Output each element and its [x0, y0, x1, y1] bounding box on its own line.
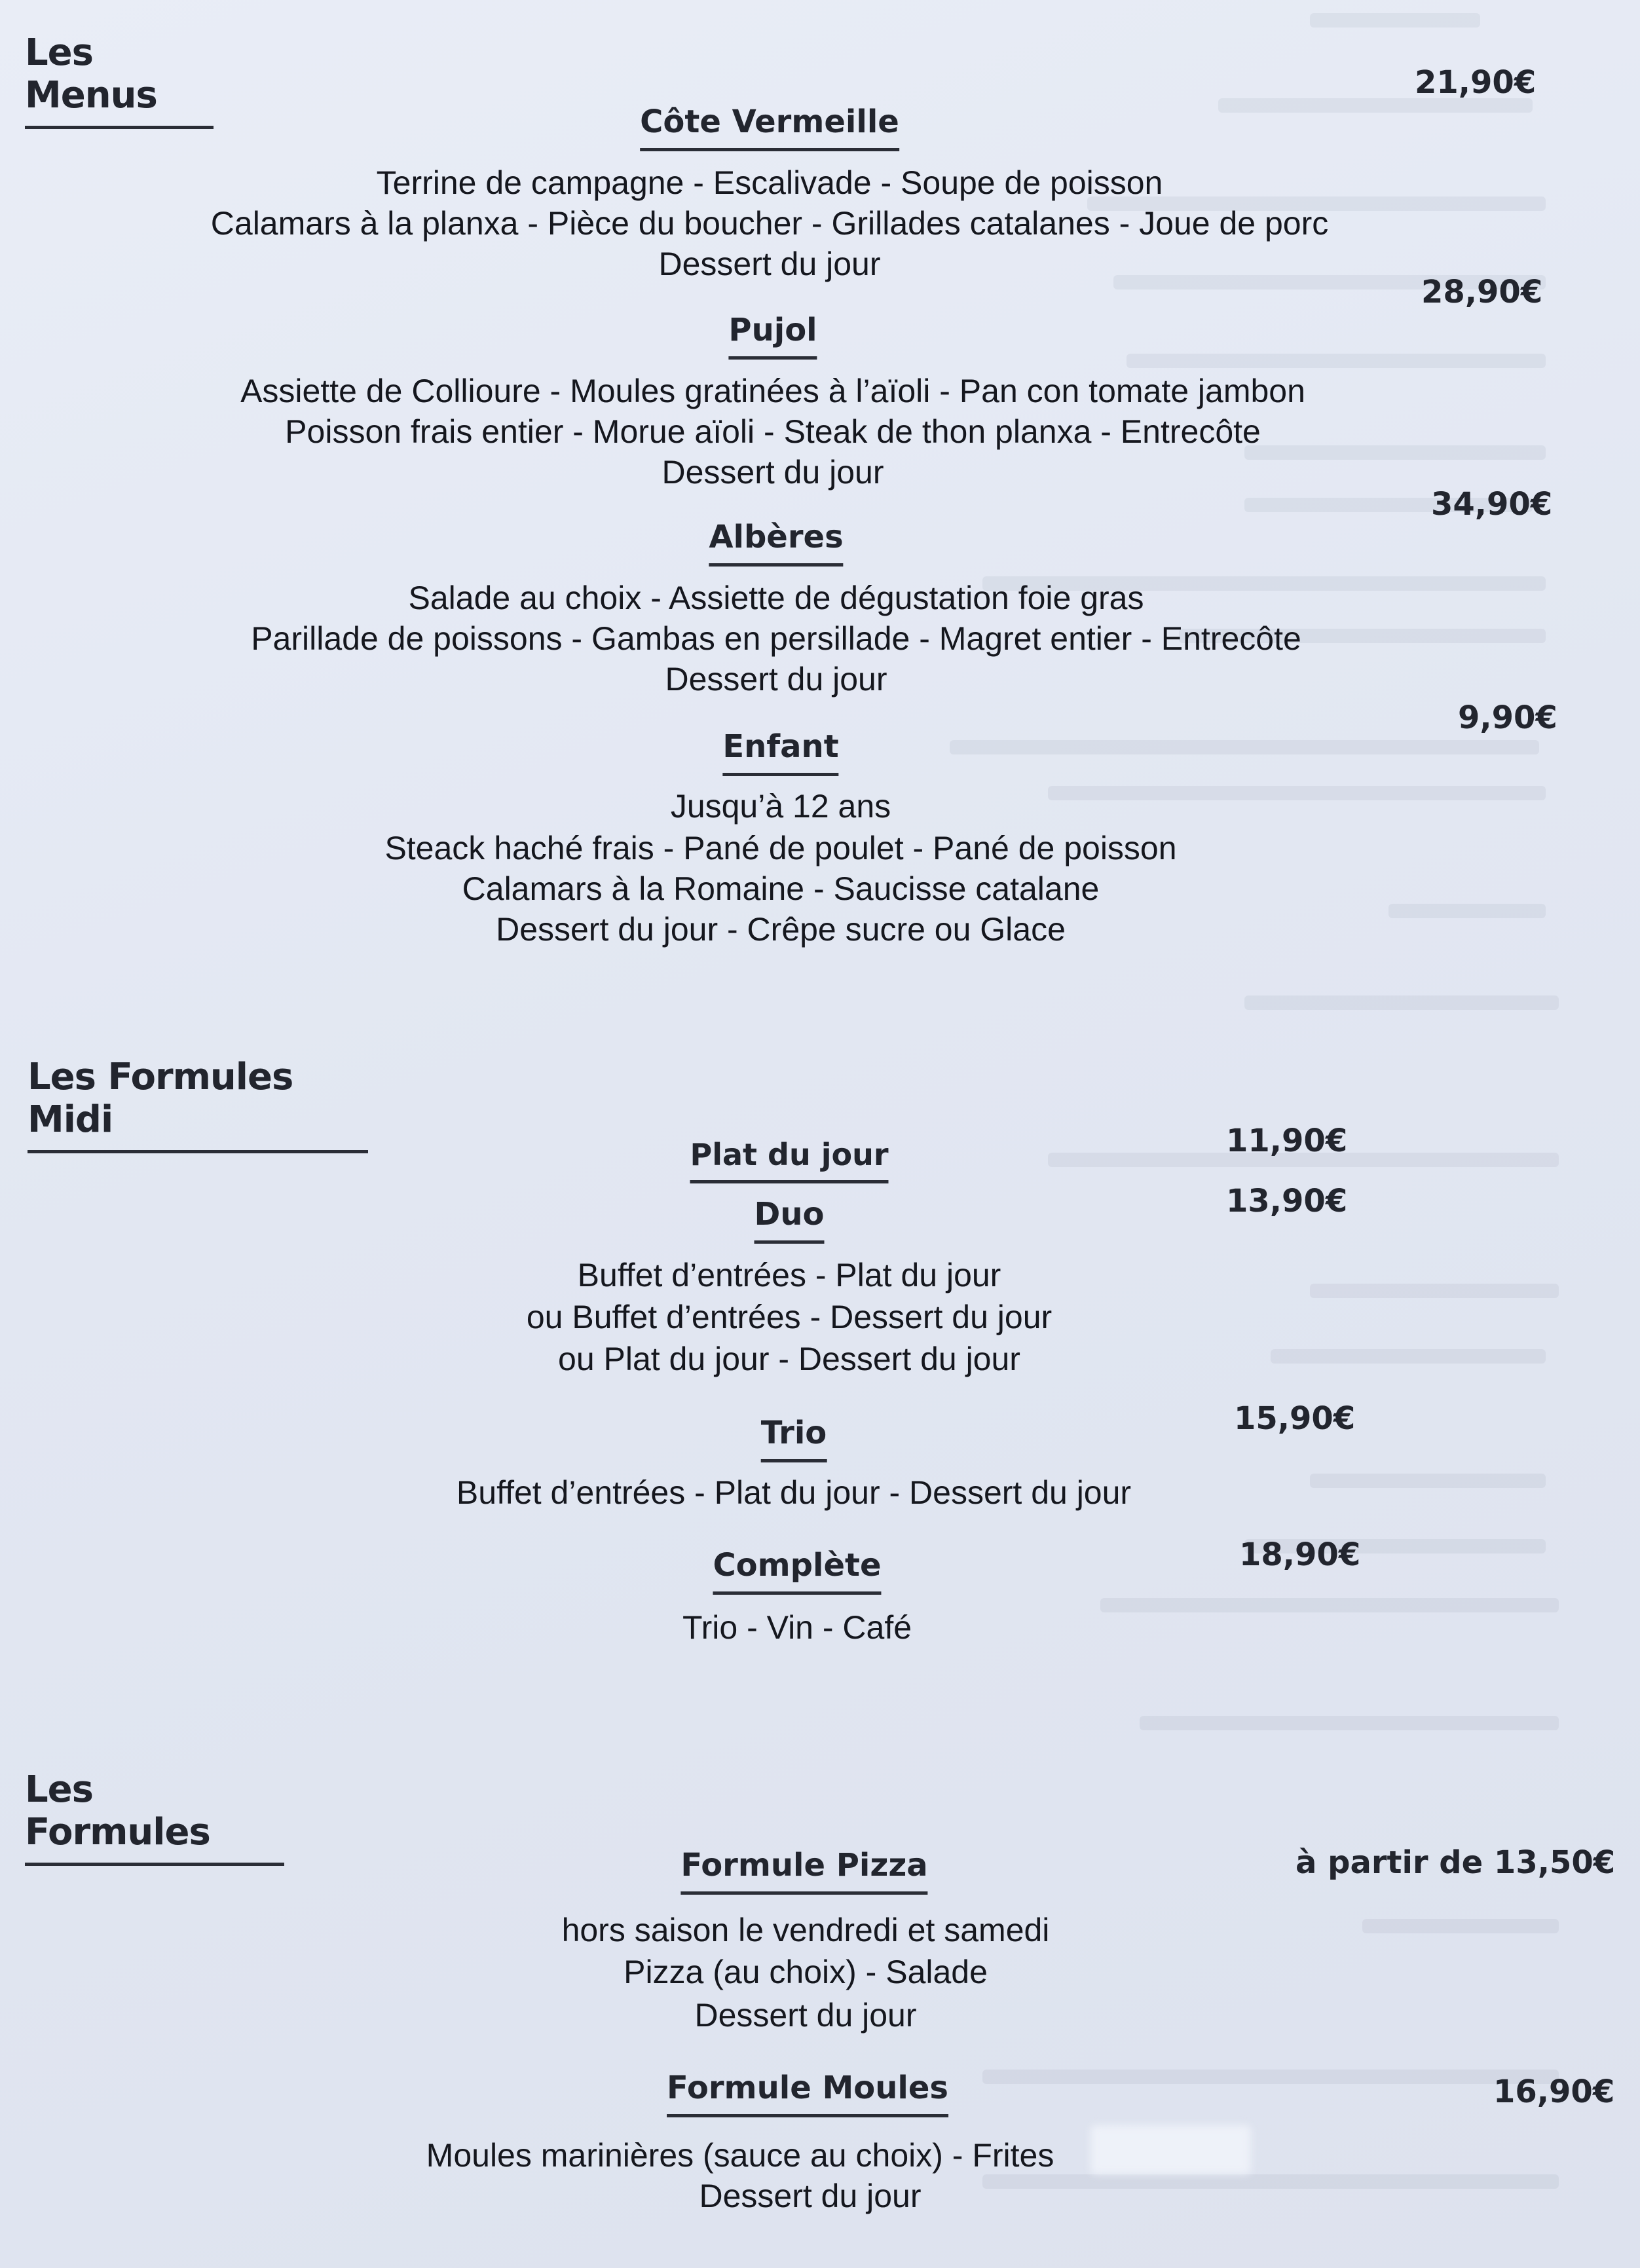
formule-title-plat-du-jour: Plat du jour — [690, 1137, 888, 1183]
menu-line: Dessert du jour — [662, 454, 884, 491]
formule-price-complete: 18,90€ — [1239, 1536, 1361, 1573]
menu-title-pujol: Pujol — [728, 312, 817, 360]
formule-line: Dessert du jour — [694, 1997, 917, 2034]
formule-line: ou Plat du jour - Dessert du jour — [558, 1341, 1020, 1377]
formule-line: hors saison le vendredi et samedi — [561, 1912, 1050, 1948]
formule-line: Moules marinières (sauce au choix) - Frites — [426, 2137, 1054, 2174]
menu-price-alberes: 34,90€ — [1431, 486, 1553, 523]
menu-price-cote-vermeille: 21,90€ — [1415, 64, 1537, 101]
formule-line: Dessert du jour — [699, 2178, 922, 2214]
menu-line: Steack haché frais - Pané de poulet - Pané de poisson — [384, 830, 1177, 866]
formule-title-complete: Complète — [713, 1547, 881, 1595]
formule-price-duo: 13,90€ — [1226, 1183, 1348, 1219]
formule-line: Buffet d’entrées - Plat du jour - Dessert du jour — [456, 1474, 1132, 1511]
menu-title-enfant: Enfant — [722, 728, 838, 776]
formule-price-pizza: à partir de 13,50€ — [1295, 1844, 1616, 1881]
formule-price-trio: 15,90€ — [1234, 1400, 1356, 1437]
formule-price-plat-du-jour: 11,90€ — [1226, 1123, 1348, 1159]
menu-line: Assiette de Collioure - Moules gratinées à l’aïoli - Pan con tomate jambon — [240, 373, 1305, 409]
menu-line: Parillade de poissons - Gambas en persillade - Magret entier - Entrecôte — [251, 620, 1301, 657]
section-title-formules: Les Formules — [25, 1768, 284, 1866]
section-title-menus: Les Menus — [25, 31, 214, 129]
formule-title-moules: Formule Moules — [667, 2070, 948, 2117]
menu-price-pujol: 28,90€ — [1421, 274, 1543, 310]
menu-title-alberes: Albères — [709, 519, 843, 567]
formule-line: Buffet d’entrées - Plat du jour — [577, 1257, 1001, 1293]
menu-line: Dessert du jour — [665, 661, 887, 697]
menu-line: Salade au choix - Assiette de dégustation foie gras — [408, 580, 1144, 616]
menu-line: Calamars à la Romaine - Saucisse catalane — [462, 870, 1100, 907]
formule-line: Pizza (au choix) - Salade — [624, 1954, 988, 1990]
menu-line: Calamars à la planxa - Pièce du boucher - Grillades catalanes - Joue de porc — [210, 205, 1329, 242]
formule-title-pizza: Formule Pizza — [680, 1847, 927, 1895]
formule-title-trio: Trio — [761, 1415, 827, 1462]
section-title-formules-midi: Les Formules Midi — [28, 1056, 368, 1153]
smudged-area — [1090, 2125, 1251, 2174]
formule-title-duo: Duo — [755, 1196, 825, 1244]
menu-line: Dessert du jour — [658, 246, 881, 282]
menu-line: Terrine de campagne - Escalivade - Soupe de poisson — [376, 164, 1163, 201]
menu-line: Jusqu’à 12 ans — [670, 788, 891, 825]
formule-line: ou Buffet d’entrées - Dessert du jour — [526, 1299, 1053, 1335]
formule-line: Trio - Vin - Café — [682, 1609, 912, 1646]
menu-line: Dessert du jour - Crêpe sucre ou Glace — [496, 911, 1066, 948]
formule-price-moules: 16,90€ — [1493, 2073, 1615, 2110]
menu-price-enfant: 9,90€ — [1458, 699, 1557, 736]
menu-line: Poisson frais entier - Morue aïoli - Steak de thon planxa - Entrecôte — [285, 413, 1261, 450]
menu-title-cote-vermeille: Côte Vermeille — [640, 103, 899, 151]
